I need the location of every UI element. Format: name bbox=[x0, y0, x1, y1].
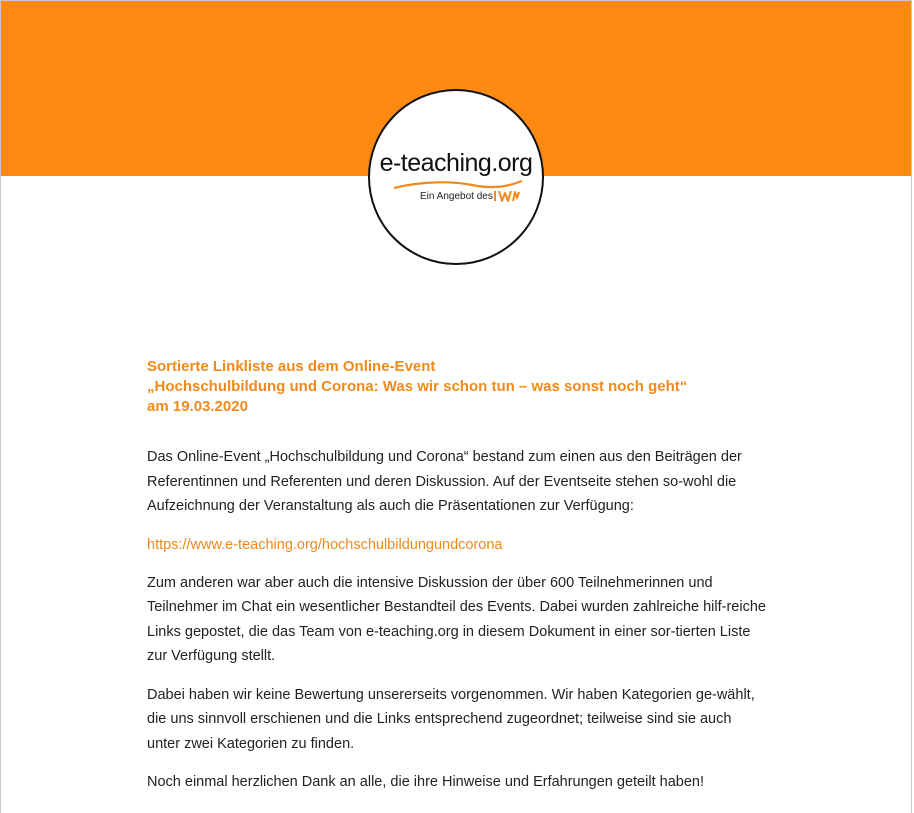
document-body bbox=[147, 357, 767, 809]
heading-line-3: am 19.03.2020 bbox=[147, 398, 248, 415]
event-page-link[interactable]: https://www.e-teaching.org/hochschulbildungundcorona bbox=[147, 536, 503, 553]
thanks-paragraph: Noch einmal herzlichen Dank an alle, die ihre Hinweise und Erfahrungen geteilt haben! bbox=[147, 774, 704, 790]
logo-subtitle: Ein Angebot des bbox=[420, 191, 493, 202]
categories-paragraph: Dabei haben wir keine Bewertung unsererseits vorgenommen. Wir haben Kategorien ge-wählt, die uns sinnvoll erschienen und die Links entsprechend zugeordnet; teilweise sind sie auch unter zwei Kategorien zu finden. bbox=[147, 686, 755, 752]
logo-wordmark: e-teaching.org bbox=[379, 149, 533, 177]
iwm-logo-icon bbox=[493, 189, 521, 203]
logo-badge bbox=[368, 89, 544, 265]
heading-line-2: „Hochschulbildung und Corona: Was wir schon tun – was sonst noch geht“ bbox=[147, 378, 688, 395]
discussion-paragraph: Zum anderen war aber auch die intensive Diskussion der über 600 Teilnehmerinnen und Teilnehmer im Chat ein wesentlicher Bestandteil des Events. Dabei wurden zahlreiche hilf-reiche Links gepostet, die das Team von e-teaching.org in diesem Dokument in einer sor-tierten Liste zur Verfügung stellt. bbox=[147, 574, 766, 664]
intro-paragraph: Das Online-Event „Hochschulbildung und Corona“ bestand zum einen aus den Beiträgen der Referentinnen und Referenten und deren Diskussion. Auf der Eventseite stehen so-wohl die Aufzeichnung der Veranstaltung als auch die Präsentationen zur Verfügung: bbox=[147, 449, 742, 514]
document-heading bbox=[147, 357, 767, 417]
heading-line-1: Sortierte Linkliste aus dem Online-Event bbox=[147, 358, 436, 375]
